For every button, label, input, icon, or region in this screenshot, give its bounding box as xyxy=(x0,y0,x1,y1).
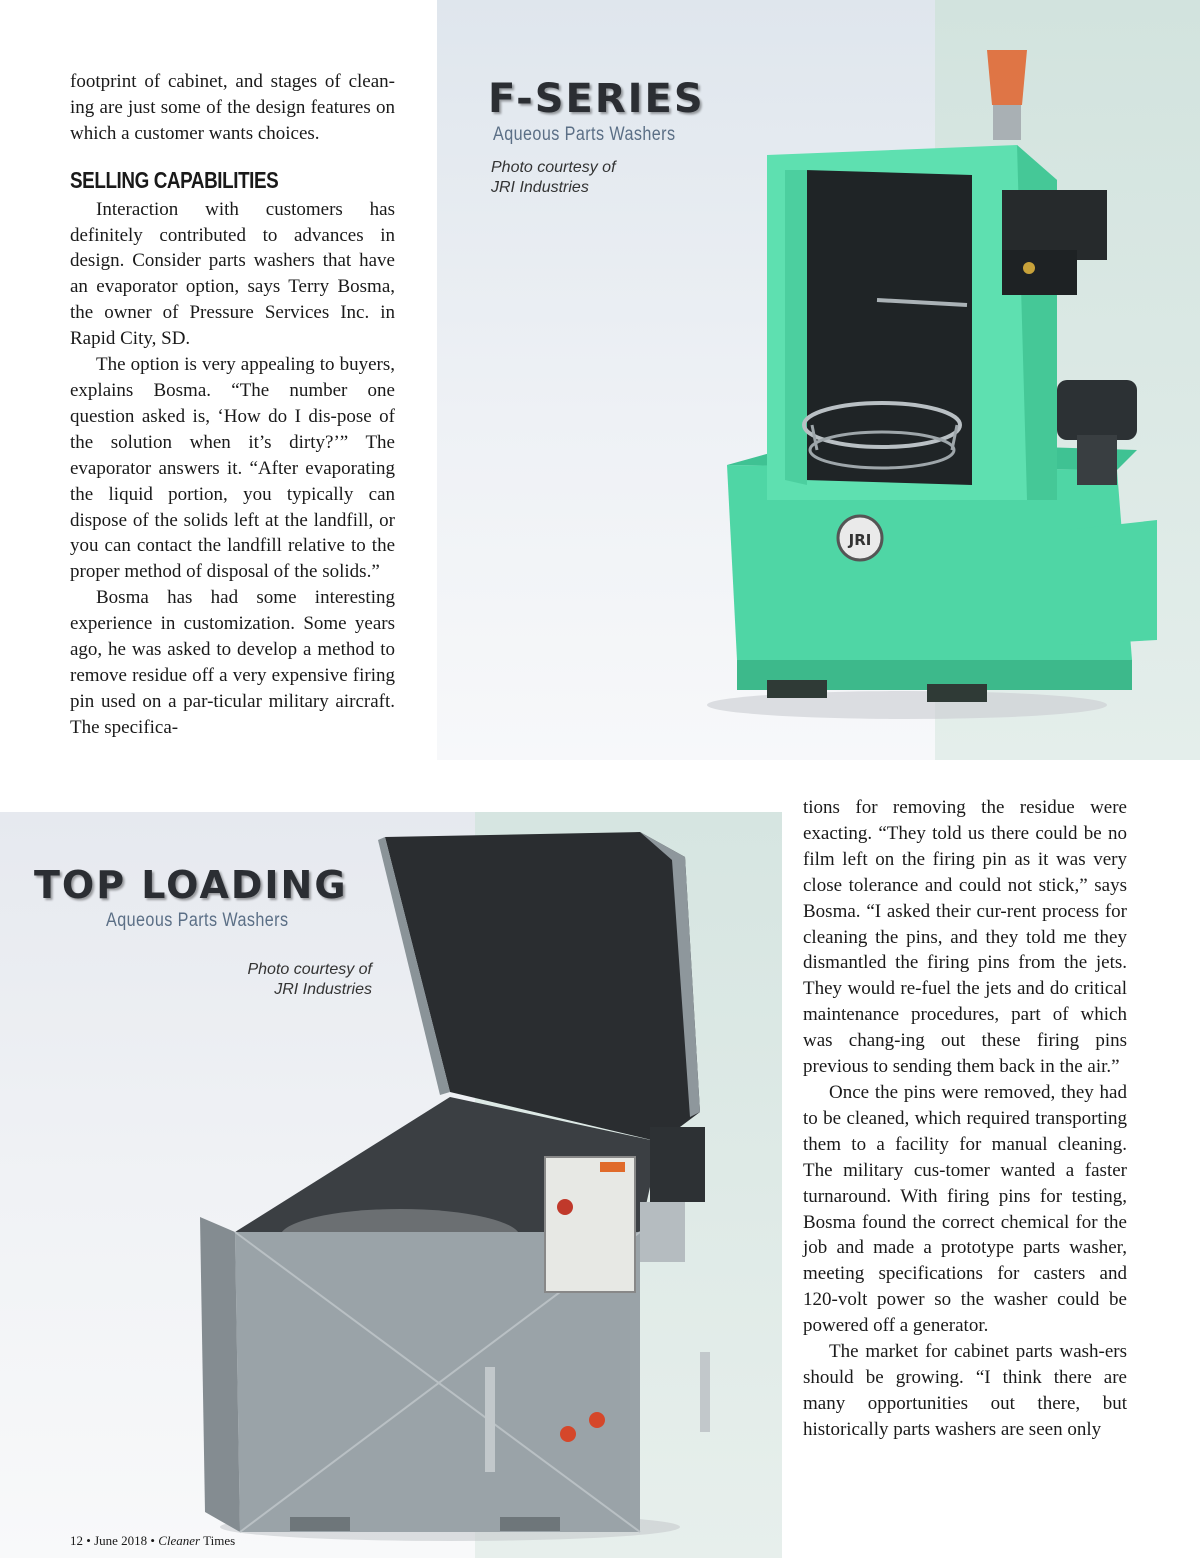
photo-credit-line: Photo courtesy of xyxy=(247,961,372,978)
paragraph: Bosma has had some interesting experience in customization. Some years ago, he was asked to develop a method to remove residue off a very expensive firing pin used on a par-ticular military aircraft. The specifica- xyxy=(70,587,395,738)
paragraph: footprint of cabinet, and stages of clean-ing are just some of the design features on which a customer wants choices. xyxy=(70,71,395,144)
f-series-photo xyxy=(437,0,1200,760)
paragraph: The market for cabinet parts wash-ers should be growing. “I think there are many opportunities out there, but historically parts washers are seen only xyxy=(803,1341,1127,1440)
photo-headline: TOP LOADING xyxy=(34,863,348,907)
photo-credit-line: Photo courtesy of xyxy=(491,159,616,176)
photo-headline: F-SERIES xyxy=(488,76,705,122)
paragraph: Once the pins were removed, they had to be cleaned, which required transporting them to a facility for manual cleaning. The military cus-tomer wanted a faster turnaround. With firing pins for testing, Bosma found the correct chemical for the job and made a prototype parts washer, meeting specifications for casters and 120-volt power so the washer could be powered off a generator. xyxy=(803,1081,1127,1337)
photo-subline: Aqueous Parts Washers xyxy=(106,910,289,931)
page-folio: 12 • June 2018 • Cleaner Times xyxy=(70,1533,236,1548)
top-loading-photo xyxy=(0,812,782,1558)
paragraph: tions for removing the residue were exacting. “They told us there could be no film left on the firing pin as it was very close tolerance and could not stick,” says Bosma. “I asked their cur-rent process for cleaning the pins, and they told me they dismantled the firing pins from the jets. They would re-fuel the jets and do critical maintenance procedures, part of which was chang-ing out these firing pins previous to sending them back in the air.” xyxy=(803,797,1127,1078)
paragraph: The option is very appealing to buyers, explains Bosma. “The number one question asked is, ‘How do I dis-pose of the solution when it’s dirty?’” The evaporator answers it. “After evaporating the liquid portion, you typically can dispose of the solids left at the landfill, or you can contact the landfill relative to the proper method of disposal of the solids.” xyxy=(70,354,395,583)
photo-credit xyxy=(228,960,372,1000)
paragraph: Interaction with customers has definitely contributed to advances in design. Consider parts washers that have an evaporator option, says Terry Bosma, the owner of Pressure Services Inc. in Rapid City, SD. xyxy=(70,198,395,350)
photo-credit-line: JRI Industries xyxy=(274,981,372,998)
jri-badge-text: JRI xyxy=(848,531,872,549)
section-subhead: SELLING CAPABILITIES xyxy=(70,166,279,193)
photo-credit-line: JRI Industries xyxy=(491,179,589,196)
issue-date: June 2018 xyxy=(94,1533,148,1548)
magazine-name-rest: Times xyxy=(203,1533,236,1548)
article-column-2 xyxy=(803,795,1127,1443)
article-column-1 xyxy=(70,69,395,741)
magazine-name-italic: Cleaner xyxy=(158,1533,201,1548)
photo-subline: Aqueous Parts Washers xyxy=(493,124,676,145)
page-number: 12 xyxy=(70,1533,83,1548)
photo-credit xyxy=(491,158,616,198)
